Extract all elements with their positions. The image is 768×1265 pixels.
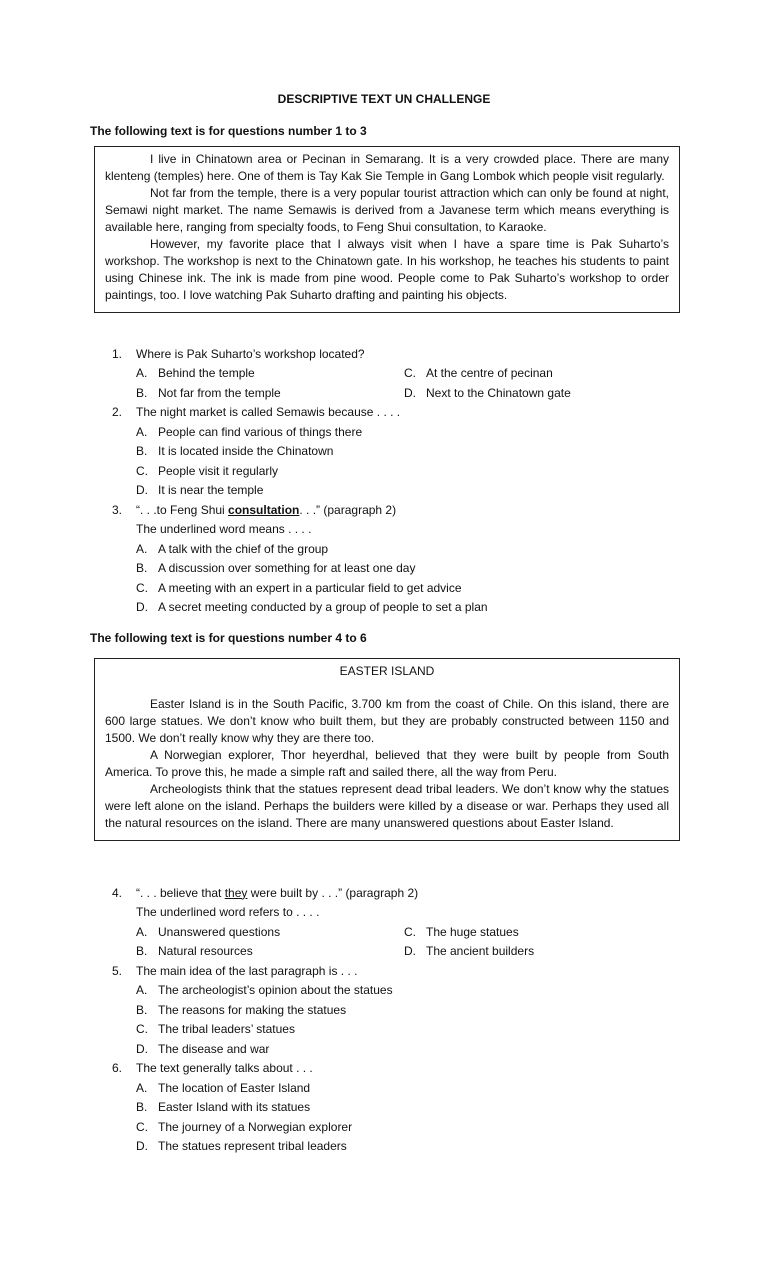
paragraph: Easter Island is in the South Pacific, 3.700 km from the coast of Chile. On this island, there are 600 large statues. We don’t know who built them, but they are probably constructed between 1150 and 1500. We don’t really know why they are there too. (105, 697, 669, 745)
option-letter: C. (136, 463, 148, 478)
option-row (112, 942, 672, 962)
question-stem: The main idea of the last paragraph is . . . (136, 963, 358, 978)
option-c[interactable] (112, 1020, 672, 1040)
option-letter: C. (136, 1022, 148, 1037)
paragraph: A Norwegian explorer, Thor heyerdhal, believed that they were built by people from South America. To prove this, he made a simple raft and sailed there, all the way from Peru. (105, 748, 669, 779)
document-title: DESCRIPTIVE TEXT UN CHALLENGE (277, 92, 491, 106)
option-letter: C. (404, 924, 416, 939)
question-5 (112, 961, 672, 981)
underlined-word: consultation (228, 502, 300, 517)
question-number: 2. (112, 405, 123, 420)
question-1 (112, 344, 672, 364)
stem-text: were built by . . .” (paragraph 2) (247, 885, 419, 900)
question-3 (112, 500, 672, 520)
underlined-word: they (224, 885, 248, 900)
option-letter: D. (136, 1041, 148, 1056)
option-letter: D. (136, 1139, 148, 1154)
option-letter: D. (136, 483, 148, 498)
option-letter: B. (136, 561, 148, 576)
option-text: The tribal leaders’ statues (158, 1022, 295, 1037)
option-letter: A. (136, 541, 148, 556)
option-text: The location of Easter Island (158, 1080, 311, 1095)
option-text: Next to the Chinatown gate (426, 385, 571, 400)
option-text: Not far from the temple (158, 385, 281, 400)
paragraph: Not far from the temple, there is a very popular tourist attraction which can only be found at night, Semawi night market. The name Semawis is derived from a Javanese term which means everything is available here, ranging from specialty foods, to Feng Shui consultation, to Karaoke. (105, 186, 669, 234)
option-a[interactable] (112, 1078, 672, 1098)
option-b[interactable] (112, 1098, 672, 1118)
option-c[interactable] (404, 925, 672, 939)
question-4 (112, 883, 672, 903)
stem-text: “. . .to Feng Shui (136, 502, 229, 517)
option-text: Easter Island with its statues (158, 1100, 311, 1115)
option-c[interactable] (112, 461, 672, 481)
reading-box-easter-island (94, 658, 680, 841)
option-text: Unanswered questions (158, 924, 281, 939)
option-a[interactable] (136, 925, 404, 939)
question-number: 5. (112, 963, 123, 978)
option-row (112, 364, 672, 384)
paragraph: Archeologists think that the statues represent dead tribal leaders. We don’t know why the statues were left alone on the island. Perhaps the builders were killed by a disease or war. Perhaps they used all the natural resources on the island. There are many unanswered questions about Easter Island. (105, 782, 669, 830)
option-text: The disease and war (158, 1041, 270, 1056)
option-text: A talk with the chief of the group (158, 541, 329, 556)
option-letter: A. (136, 983, 148, 998)
option-letter: A. (136, 366, 148, 381)
option-letter: B. (136, 1100, 148, 1115)
option-row (112, 383, 672, 403)
option-text: At the centre of pecinan (426, 366, 553, 381)
option-text: The journey of a Norwegian explorer (158, 1119, 353, 1134)
question-list-4-6 (112, 883, 672, 1156)
option-row (112, 922, 672, 942)
option-letter: B. (136, 1002, 148, 1017)
option-text: It is located inside the Chinatown (158, 444, 334, 459)
question-substem: The underlined word refers to . . . . (136, 905, 320, 920)
option-letter: B. (136, 385, 148, 400)
option-d[interactable] (112, 1039, 672, 1059)
option-text: A meeting with an expert in a particular field to get advice (158, 580, 462, 595)
option-text: A secret meeting conducted by a group of people to set a plan (158, 600, 488, 615)
option-letter: B. (136, 944, 148, 959)
question-stem: The text generally talks about . . . (136, 1061, 313, 1076)
option-text: The reasons for making the statues (158, 1002, 347, 1017)
stem-text: . . .” (paragraph 2) (299, 502, 397, 517)
option-text: It is near the temple (158, 483, 264, 498)
option-d[interactable] (112, 1137, 672, 1157)
option-text: The statues represent tribal leaders (158, 1139, 347, 1154)
option-b[interactable] (136, 944, 404, 958)
question-stem (136, 503, 672, 517)
option-letter: C. (136, 1119, 148, 1134)
option-c[interactable] (404, 366, 672, 380)
question-6 (112, 1059, 672, 1079)
question-number: 3. (112, 502, 123, 517)
box-title: EASTER ISLAND (339, 664, 435, 678)
option-a[interactable] (112, 422, 672, 442)
option-c[interactable] (112, 1117, 672, 1137)
option-letter: A. (136, 1080, 148, 1095)
question-2 (112, 403, 672, 423)
option-letter: A. (136, 424, 148, 439)
option-text: The archeologist’s opinion about the statues (158, 983, 393, 998)
option-b[interactable] (136, 386, 404, 400)
section-1-label: The following text is for questions number 1 to 3 (90, 124, 367, 138)
option-d[interactable] (404, 386, 672, 400)
question-stem: Where is Pak Suharto’s workshop located? (136, 346, 365, 361)
option-a[interactable] (112, 539, 672, 559)
option-a[interactable] (112, 981, 672, 1001)
question-stem (136, 886, 672, 900)
question-number: 6. (112, 1061, 123, 1076)
option-text: The huge statues (426, 924, 519, 939)
option-text: Natural resources (158, 944, 253, 959)
question-number: 1. (112, 346, 123, 361)
option-letter: B. (136, 444, 148, 459)
section-2-label: The following text is for questions number 4 to 6 (90, 631, 367, 645)
option-text: A discussion over something for at least one day (158, 561, 416, 576)
option-letter: D. (404, 944, 416, 959)
option-d[interactable] (404, 944, 672, 958)
option-a[interactable] (136, 366, 404, 380)
reading-box-chinatown (94, 146, 680, 313)
stem-text: “. . . believe that (136, 885, 225, 900)
option-b[interactable] (112, 442, 672, 462)
question-stem: The night market is called Semawis because . . . . (136, 405, 401, 420)
option-c[interactable] (112, 578, 672, 598)
option-d[interactable] (112, 598, 672, 618)
option-d[interactable] (112, 481, 672, 501)
option-letter: C. (404, 366, 416, 381)
option-text: The ancient builders (426, 944, 535, 959)
option-letter: D. (404, 385, 416, 400)
option-text: Behind the temple (158, 366, 255, 381)
option-letter: D. (136, 600, 148, 615)
option-text: People visit it regularly (158, 463, 279, 478)
question-number: 4. (112, 885, 123, 900)
option-b[interactable] (112, 1000, 672, 1020)
option-text: People can find various of things there (158, 424, 363, 439)
question-substem: The underlined word means . . . . (136, 522, 312, 537)
paragraph: I live in Chinatown area or Pecinan in Semarang. It is a very crowded place. There are many klenteng (temples) here. One of them is Tay Kak Sie Temple in Gang Lombok which people visit regularly. (105, 152, 669, 183)
question-list-1-3 (112, 344, 672, 617)
option-letter: A. (136, 924, 148, 939)
option-b[interactable] (112, 559, 672, 579)
option-letter: C. (136, 580, 148, 595)
paragraph: However, my favorite place that I always visit when I have a spare time is Pak Suharto’s workshop. The workshop is next to the Chinatown gate. In his workshop, he teaches his students to paint using Chinese ink. The ink is made from pine wood. People come to Pak Suharto’s workshop to order paintings, too. I love watching Pak Suharto drafting and painting his objects. (105, 237, 669, 302)
